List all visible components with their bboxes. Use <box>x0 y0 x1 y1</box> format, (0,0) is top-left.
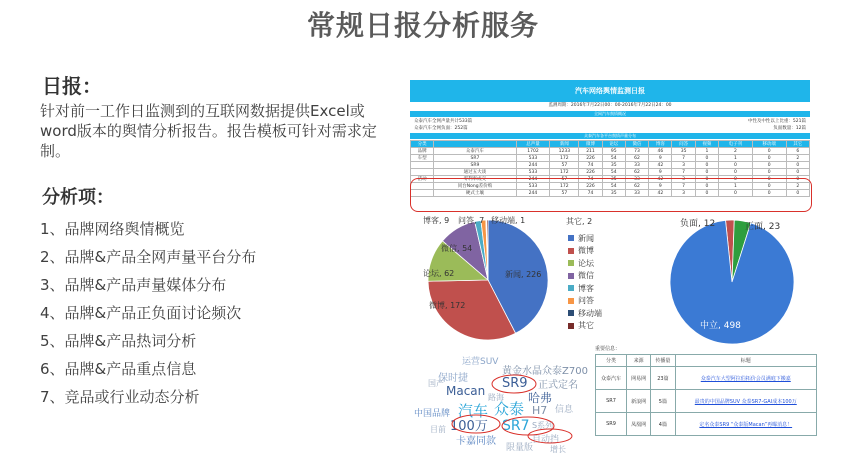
report-table-cell: 0 <box>786 176 809 183</box>
report-table-cell: 74 <box>579 162 602 169</box>
pie-label-other: 其它, 2 <box>566 217 593 226</box>
report-table-cell: 54 <box>602 155 625 162</box>
report-table-row <box>411 155 810 162</box>
legend-item <box>568 257 602 270</box>
report-table-cell: 244 <box>516 162 550 169</box>
report-table-col: 微博 <box>579 141 602 148</box>
report-stat-left: 众泰汽车全网声量共计533篇 <box>414 119 473 124</box>
report-table-cell: 172 <box>550 155 579 162</box>
cloud-word: S系列 <box>532 421 554 430</box>
legend-label: 移动端 <box>578 308 602 318</box>
report-table-cell: 0 <box>695 183 718 190</box>
report-table-cell: 42 <box>649 176 672 183</box>
platform-pie-svg <box>410 216 570 346</box>
key-info-cell: 4篇 <box>651 413 675 436</box>
key-info-panel <box>595 345 817 436</box>
key-info-caption: 重要信息： <box>595 346 621 352</box>
legend-swatch <box>568 298 574 304</box>
cloud-word: 众泰 <box>494 400 525 418</box>
cloud-word: 正式定名 <box>538 380 578 391</box>
pie-label-negative: 负面, 12 <box>680 219 716 229</box>
cloud-word: 限量版 <box>506 443 534 453</box>
report-table-col: 问答 <box>672 141 695 148</box>
report-table-cell: 54 <box>602 169 625 176</box>
report-table-col: 分类 <box>411 141 434 148</box>
cloud-word: 路海 <box>488 393 504 402</box>
report-table-col: 博客 <box>649 141 672 148</box>
legend-swatch <box>568 260 574 266</box>
key-info-cell: 23篇 <box>651 367 675 390</box>
platform-pie-legend <box>568 232 602 332</box>
legend-label: 微博 <box>578 246 594 256</box>
cloud-word: SR7 <box>502 418 530 434</box>
report-table-cell: 35 <box>672 148 695 155</box>
analysis-item: 1、品牌网络舆情概览 <box>40 220 185 238</box>
report-table-col: 微信 <box>625 141 648 148</box>
report-table-cell: 0 <box>695 155 718 162</box>
report-table-cell: 0 <box>786 162 809 169</box>
cloud-word: 汽车 <box>458 402 489 420</box>
report-table-cell: 3 <box>672 162 695 169</box>
legend-label: 新闻 <box>578 233 594 243</box>
key-info-cell: 网易网 <box>627 367 651 390</box>
report-table-cell: 46 <box>649 148 672 155</box>
analysis-item: 4、品牌&产品正负面讨论频次 <box>40 304 242 322</box>
report-table-cell: 54 <box>602 183 625 190</box>
report-section-bar: 全网汽车舆情概况 <box>410 111 810 117</box>
report-table-header <box>411 141 810 148</box>
report-table-cell: SR7 <box>434 155 516 162</box>
report-table-col: 电子刊 <box>719 141 753 148</box>
key-info-header <box>596 355 817 367</box>
report-table-cell: 0 <box>786 190 809 197</box>
cloud-word: SR9 <box>502 376 528 391</box>
left-panel <box>40 70 400 411</box>
report-table-cell: 73 <box>625 148 648 155</box>
report-table-cell: 2 <box>719 148 753 155</box>
key-info-title-link[interactable]: 众泰汽车大型阿拉伯拓价会员满庭下搬嘉 <box>675 367 816 390</box>
report-table-cell: 95 <box>602 148 625 155</box>
key-info-col: 分类 <box>596 355 627 367</box>
report-stat-right: 负面数量：12篇 <box>773 126 806 131</box>
cloud-word: H7 <box>532 404 548 417</box>
key-info-row <box>596 413 817 436</box>
analysis-item: 7、竞品或行业动态分析 <box>40 388 200 406</box>
report-table-col: 视频 <box>695 141 718 148</box>
report-table-cell: 211 <box>579 148 602 155</box>
key-info-col: 来源 <box>627 355 651 367</box>
report-table-cell: 众泰汽车 <box>434 148 516 155</box>
pie-label-positive: 正面, 23 <box>745 222 781 232</box>
highlight-circle <box>492 375 536 393</box>
report-table-cell: 零利率成交 <box>434 176 516 183</box>
report-table-cell: 62 <box>625 169 648 176</box>
report-table-cell: 533 <box>516 155 550 162</box>
report-stat-left: 众泰汽车全网负面：252篇 <box>414 126 468 131</box>
legend-item <box>568 320 602 333</box>
word-cloud <box>410 352 590 467</box>
report-table-cell: 6 <box>786 148 809 155</box>
legend-item <box>568 232 602 245</box>
key-info-cell: 新浪网 <box>627 390 651 413</box>
pie-label-qa: 问答, 7 <box>458 216 485 225</box>
report-table-cell: 3 <box>672 176 695 183</box>
report-table-cell: 0 <box>752 155 786 162</box>
key-info-col: 传播量 <box>651 355 675 367</box>
report-table-cell: 33 <box>625 190 648 197</box>
report-table-row <box>411 148 810 155</box>
report-table-cell: 0 <box>752 190 786 197</box>
report-table-cell: 车型 <box>411 155 434 162</box>
report-table-cell: 0 <box>695 162 718 169</box>
report-table-cell: 226 <box>579 155 602 162</box>
page-title: 常规日报分析服务 <box>306 9 539 42</box>
report-table-cell: 0 <box>752 169 786 176</box>
cloud-word: 黄金水晶众泰Z700 <box>502 366 588 377</box>
report-table-cell: 0 <box>752 148 786 155</box>
key-info-cell: SR9 <box>596 413 627 436</box>
report-table-cell: 3 <box>672 190 695 197</box>
report-table-cell: 硬式土壤 <box>434 190 516 197</box>
report-table-cell: 0 <box>695 169 718 176</box>
report-table-col: 论坛 <box>602 141 625 148</box>
report-table-cell: 533 <box>516 183 550 190</box>
key-info-row <box>596 367 817 390</box>
report-table-cell: 1233 <box>550 148 579 155</box>
report-table-cell: 33 <box>625 176 648 183</box>
report-stat-right: 中性及中性以上比重：521篇 <box>747 119 806 124</box>
key-info-col: 标题 <box>675 355 816 367</box>
legend-swatch <box>568 248 574 254</box>
analysis-item: 2、品牌&产品全网声量平台分布 <box>40 248 257 266</box>
report-table-cell: 0 <box>752 162 786 169</box>
pie-label-wechat: 微信, 54 <box>441 244 473 253</box>
report-stat-line <box>410 118 810 125</box>
analysis-item: 5、品牌&产品热词分析 <box>40 332 197 350</box>
legend-swatch <box>568 323 574 329</box>
report-table-cell: 172 <box>550 169 579 176</box>
pie-label-forum: 论坛, 62 <box>423 269 455 278</box>
report-table-cell: 7 <box>672 169 695 176</box>
report-table-cell: 同台Nong差价购 <box>434 183 516 190</box>
report-table-cell: 62 <box>625 155 648 162</box>
report-table-cell: 1 <box>719 183 753 190</box>
report-table-cell: 0 <box>719 190 753 197</box>
legend-item <box>568 295 602 308</box>
report-table-cell: 533 <box>516 169 550 176</box>
report-table-cell: 0 <box>786 169 809 176</box>
report-table-row <box>411 169 810 176</box>
report-table-cell <box>411 162 434 169</box>
cloud-word: 目前 <box>430 425 446 434</box>
legend-item <box>568 282 602 295</box>
cloud-word: 中国品牌 <box>414 409 451 419</box>
report-table-cell: 活动 <box>411 176 434 183</box>
report-table-cell: 0 <box>695 176 718 183</box>
analysis-heading: 分析项： <box>42 187 114 208</box>
legend-swatch <box>568 310 574 316</box>
report-table-cell: 9 <box>649 155 672 162</box>
key-info-title-link[interactable]: 定名众泰SR9 “众泰版Macan”再曝消息！ <box>675 413 816 436</box>
report-table-cell: 244 <box>516 176 550 183</box>
legend-label: 其它 <box>578 321 594 331</box>
report-table-cell: 通过五大谈 <box>434 169 516 176</box>
report-subtitle: 监测周期：2016年7月22日00：00-2016年7月22日24：00 <box>548 103 672 108</box>
report-table-cell: 57 <box>550 162 579 169</box>
report-table-cell: 42 <box>649 162 672 169</box>
legend-label: 论坛 <box>578 258 594 268</box>
report-table-cell: 9 <box>649 169 672 176</box>
legend-item <box>568 307 602 320</box>
legend-label: 微信 <box>578 271 594 281</box>
report-table-cell: 74 <box>579 190 602 197</box>
analysis-item: 3、品牌&产品声量媒体分布 <box>40 276 227 294</box>
report-table-cell: 9 <box>649 183 672 190</box>
cloud-word: 信息 <box>555 405 574 415</box>
legend-label: 博客 <box>578 283 594 293</box>
report-table-cell: 33 <box>625 162 648 169</box>
report-table-cell: 57 <box>550 190 579 197</box>
report-table-cell: SR9 <box>434 162 516 169</box>
report-table-cell: 2 <box>786 183 809 190</box>
report-table-cell: 0 <box>719 176 753 183</box>
report-table-cell: 226 <box>579 169 602 176</box>
report-table-cell: 0 <box>719 169 753 176</box>
daily-report-description: 针对前一工作日监测到的互联网数据提供Excel或word版本的舆情分析报告。报告模板可针对需求定制。 <box>40 102 377 160</box>
report-title: 汽车网络舆情监测日报 <box>410 80 810 102</box>
cloud-word: 卡嘉同款 <box>456 436 496 447</box>
cloud-word: 运营SUV <box>462 357 499 367</box>
legend-item <box>568 245 602 258</box>
report-table-cell: 57 <box>550 176 579 183</box>
report-stat-line <box>410 125 810 132</box>
key-info-cell: 凤凰网 <box>627 413 651 436</box>
report-table-cell: 0 <box>752 176 786 183</box>
report-table-cell: 35 <box>602 162 625 169</box>
report-table-col: 移动端 <box>752 141 786 148</box>
pie-label-blog: 博客, 9 <box>423 216 450 225</box>
daily-report-heading: 日报： <box>42 74 102 98</box>
cloud-word: 国产 <box>428 379 444 388</box>
report-table-cell: 0 <box>719 162 753 169</box>
cloud-highlight-circles <box>410 352 590 467</box>
platform-pie-chart <box>410 216 570 350</box>
report-table-cell: 244 <box>516 190 550 197</box>
report-table-cell: 226 <box>579 183 602 190</box>
analysis-list <box>40 215 400 411</box>
highlight-circle <box>452 415 500 433</box>
report-table-cell: 1 <box>719 155 753 162</box>
report-table-cell: 1702 <box>516 148 550 155</box>
highlight-box <box>410 178 812 212</box>
cloud-word: 自动挡 <box>532 435 560 445</box>
key-info-cell: SR7 <box>596 390 627 413</box>
report-table-cell: 2 <box>786 155 809 162</box>
report-table-cell: 35 <box>602 176 625 183</box>
cloud-word: 100万 <box>450 419 488 434</box>
report-table-cell <box>411 169 434 176</box>
report-table-col: 新闻 <box>550 141 579 148</box>
pie-label-news: 新闻, 226 <box>505 270 542 279</box>
report-table-col <box>434 141 516 148</box>
cloud-word: 哈弗 <box>528 391 553 405</box>
report-table-cell: 35 <box>602 190 625 197</box>
key-info-cell: 5篇 <box>651 390 675 413</box>
legend-swatch <box>568 273 574 279</box>
pie-label-weibo: 微博, 172 <box>429 301 466 310</box>
legend-label: 问答 <box>578 296 594 306</box>
report-table-cell: 7 <box>672 155 695 162</box>
report-table-cell: 0 <box>752 183 786 190</box>
report-section-bar: 众泰汽车各平台舆情声量分布 <box>410 133 810 139</box>
key-info-row <box>596 390 817 413</box>
highlight-circle <box>502 417 554 435</box>
key-info-table <box>595 354 817 436</box>
report-table-cell: 1 <box>695 148 718 155</box>
report-table-cell: 74 <box>579 176 602 183</box>
cloud-word: 保时捷 <box>438 373 468 384</box>
legend-swatch <box>568 285 574 291</box>
report-table-cell: 品牌 <box>411 148 434 155</box>
report-table-cell: 172 <box>550 183 579 190</box>
report-table-cell: 42 <box>649 190 672 197</box>
report-table-cell: 7 <box>672 183 695 190</box>
pie-label-neutral: 中立, 498 <box>700 321 741 331</box>
pie-label-mobile: 移动端, 1 <box>491 216 526 225</box>
key-info-title-link[interactable]: 最贵的中国品牌SUV 众泰SR7-GAI成本100万 <box>675 390 816 413</box>
report-table-col: 其它 <box>786 141 809 148</box>
report-table-col: 总声量 <box>516 141 550 148</box>
key-info-cell: 众泰汽车 <box>596 367 627 390</box>
analysis-item: 6、品牌&产品重点信息 <box>40 360 197 378</box>
report-table-row <box>411 162 810 169</box>
cloud-word: Macan <box>446 384 486 398</box>
legend-swatch <box>568 235 574 241</box>
report-table-cell: 0 <box>695 190 718 197</box>
legend-item <box>568 270 602 283</box>
cloud-word: 增长 <box>550 445 566 454</box>
report-table-cell: 62 <box>625 183 648 190</box>
